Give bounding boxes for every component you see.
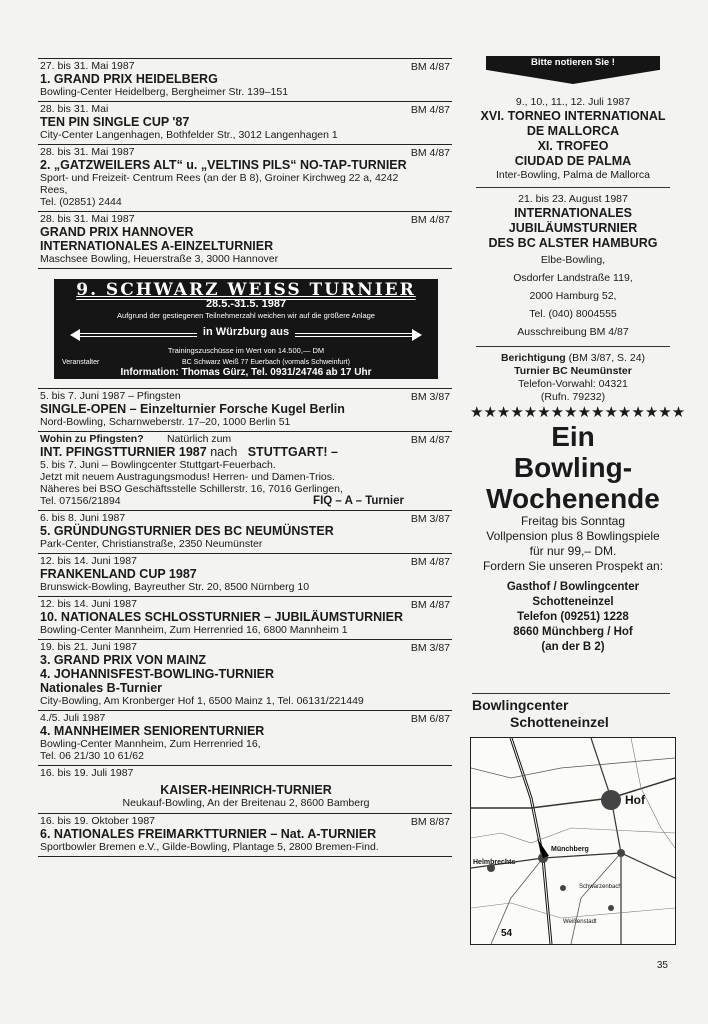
map-label-road-54: 54 bbox=[501, 928, 513, 939]
event-line: Jetzt mit neuem Austragungsmodus! Herren- und Damen-Trios. bbox=[40, 471, 335, 483]
map-label-helmbrechts: Helmbrechts bbox=[473, 859, 516, 866]
mallorca-title: XVI. TORNEO INTERNATIONAL bbox=[480, 109, 666, 123]
ad-line: für nur 99,– DM. bbox=[529, 544, 617, 558]
event-ref: BM 3/87 bbox=[410, 642, 450, 654]
gasthof-phone: Telefon (09251) 1228 bbox=[517, 611, 629, 623]
schwarz-weiss-ad bbox=[54, 279, 438, 379]
ad-subtext: Aufgrund der gestiegenen Teilnehmerzahl weichen wir auf die größere Anlage bbox=[117, 311, 375, 320]
event-title: 3. GRAND PRIX VON MAINZ bbox=[40, 653, 206, 667]
event-date: 28. bis 31. Mai bbox=[40, 103, 109, 115]
mallorca-venue: Inter-Bowling, Palma de Mallorca bbox=[495, 169, 651, 181]
event-entry bbox=[38, 813, 452, 857]
event-title: 4. MANNHEIMER SENIORENTURNIER bbox=[40, 724, 265, 738]
correction-tournament: Turnier BC Neumünster bbox=[514, 365, 632, 377]
event-date: 12. bis 14. Juni 1987 bbox=[40, 555, 137, 567]
ad-line: Fordern Sie unseren Prospekt an: bbox=[482, 559, 664, 573]
ad-line: Freitag bis Sonntag bbox=[520, 514, 626, 528]
event-venue: Brunswick-Bowling, Bayreuther Str. 20, 8500 Nürnberg 10 bbox=[40, 581, 310, 593]
sidebar bbox=[470, 56, 686, 655]
event-subtitle: Nationales B-Turnier bbox=[40, 681, 163, 695]
event-date: 28. bis 31. Mai 1987 bbox=[40, 146, 135, 158]
event-entry bbox=[38, 431, 452, 510]
event-entry bbox=[38, 388, 452, 431]
mallorca-date: 9., 10., 11., 12. Juli 1987 bbox=[515, 96, 631, 108]
event-line: Näheres bei BSO Geschäftsstelle Schillerstr. 16, 7016 Gerlingen, bbox=[40, 483, 343, 495]
event-phone: Tel. 07156/21894 bbox=[40, 495, 121, 507]
ad-subsidy: Trainingszuschüsse im Wert von 14.500,— DM bbox=[167, 346, 325, 355]
hamburg-ref: Ausschreibung BM 4/87 bbox=[517, 326, 629, 338]
map-label-schwarzenbach: Schwarzenbach bbox=[579, 884, 622, 890]
ad-headline-3: Wochenende bbox=[486, 483, 660, 514]
banner-arrow-icon bbox=[487, 70, 659, 84]
page-number: 35 bbox=[656, 960, 668, 971]
event-venue: Bowling-Center Mannheim, Zum Herrenried 16, bbox=[40, 738, 261, 750]
event-venue: City-Bowling, Am Kronberger Hof 1, 6500 Mainz 1, Tel. 06131/221449 bbox=[40, 695, 364, 707]
event-ref: BM 3/87 bbox=[410, 513, 450, 525]
ad-info: Information: Thomas Gürz, Tel. 0931/24746 ab 17 Uhr bbox=[120, 367, 372, 378]
event-date: 27. bis 31. Mai 1987 bbox=[40, 60, 135, 72]
event-ref: BM 6/87 bbox=[410, 713, 450, 725]
event-venue: Sport- und Freizeit- Centrum Rees (an der B 8), Groiner Kirchweg 22 a, 4242 bbox=[40, 172, 399, 184]
event-phone: Tel. 06 21/30 10 61/62 bbox=[40, 750, 144, 762]
event-venue: Neukauf-Bowling, An der Breitenau 2, 8600 Bamberg bbox=[122, 797, 370, 809]
event-ref: BM 3/87 bbox=[410, 391, 450, 403]
event-venue: Park-Center, Christianstraße, 2350 Neumünster bbox=[40, 538, 263, 550]
event-venue-line: Rees, bbox=[40, 184, 68, 196]
event-date: 5. bis 7. Juni 1987 – Pfingsten bbox=[40, 390, 181, 402]
event-title: GRAND PRIX HANNOVER bbox=[40, 225, 194, 239]
ad-headline-2: Bowling- bbox=[513, 452, 633, 483]
hamburg-title-3: DES BC ALSTER HAMBURG bbox=[488, 236, 658, 250]
event-entry bbox=[38, 211, 452, 268]
event-title-join: nach bbox=[210, 445, 238, 459]
event-date: 16. bis 19. Juli 1987 bbox=[40, 767, 134, 779]
event-date: 19. bis 21. Juni 1987 bbox=[40, 641, 137, 653]
event-title: TEN PIN SINGLE CUP '87 bbox=[40, 115, 190, 129]
event-entry bbox=[38, 639, 452, 710]
event-title: KAISER-HEINRICH-TURNIER bbox=[160, 783, 332, 797]
event-title: 5. GRÜNDUNGSTURNIER DES BC NEUMÜNSTER bbox=[40, 524, 334, 538]
event-ref: BM 4/87 bbox=[410, 434, 450, 446]
ad-line: Vollpension plus 8 Bowlingspiele bbox=[486, 529, 660, 543]
event-question: Wohin zu Pfingsten? bbox=[40, 433, 144, 445]
event-entry bbox=[38, 101, 452, 144]
town-hof bbox=[601, 790, 621, 810]
map-title bbox=[472, 697, 609, 731]
event-entry bbox=[38, 510, 452, 553]
event-entry bbox=[38, 144, 452, 211]
event-title: 1. GRAND PRIX HEIDELBERG bbox=[40, 72, 218, 86]
event-ref: BM 4/87 bbox=[410, 599, 450, 611]
hamburg-title-2: JUBILÄUMSTURNIER bbox=[508, 221, 638, 235]
event-date: 6. bis 8. Juni 1987 bbox=[40, 512, 126, 524]
event-line: 5. bis 7. Juni – Bowlingcenter Stuttgart-Feuerbach. bbox=[40, 459, 276, 471]
event-title-city: STUTTGART! – bbox=[247, 445, 338, 459]
ad-organizer-label: Veranstalter bbox=[62, 359, 100, 366]
event-entry bbox=[38, 710, 452, 765]
mallorca-title-4: CIUDAD DE PALMA bbox=[514, 154, 632, 168]
event-ref: BM 4/87 bbox=[410, 147, 450, 159]
event-venue: Sportbowler Bremen e.V., Gilde-Bowling, Plantage 5, 2800 Bremen-Find. bbox=[40, 841, 379, 853]
event-date: 12. bis 14. Juni 1987 bbox=[40, 598, 137, 610]
ad-dates: 28.5.-31.5. 1987 bbox=[205, 298, 287, 310]
hamburg-address: Osdorfer Landstraße 119, bbox=[513, 272, 633, 284]
star-row-icon: ★★★★★★★★★★★★★★★★ bbox=[470, 404, 686, 421]
event-venue: City-Center Langenhagen, Bothfelder Str., 3012 Langenhagen 1 bbox=[40, 129, 338, 141]
event-venue: Bowling-Center Mannheim, Zum Herrenried 16, 6800 Mannheim 1 bbox=[40, 624, 348, 636]
map-title-line-2: Schotteneinzel bbox=[510, 714, 609, 730]
ad-organizer: BC Schwarz Weiß 77 Euerbach (vormals Schweinfurt) bbox=[182, 359, 350, 366]
map-title-line-1: Bowlingcenter bbox=[472, 697, 569, 713]
correction-ref: (BM 3/87, S. 24) bbox=[568, 352, 646, 364]
mallorca-title-3: XI. TROFEO bbox=[537, 139, 609, 153]
event-venue: Bowling-Center Heidelberg, Bergheimer Str. 139–151 bbox=[40, 86, 289, 98]
map-label-hof: Hof bbox=[625, 793, 645, 807]
gasthof-name: Gasthof / Bowlingcenter bbox=[506, 581, 640, 593]
correction-label: Berichtigung bbox=[500, 352, 566, 364]
hamburg-city: 2000 Hamburg 52, bbox=[529, 290, 617, 302]
event-entry bbox=[38, 765, 452, 813]
divider bbox=[472, 693, 670, 694]
mallorca-title-2: DE MALLORCA bbox=[526, 124, 620, 138]
event-venue: Nord-Bowling, Scharnweberstr. 17–20, 1000 Berlin 51 bbox=[40, 416, 291, 428]
correction-areacode: Telefon-Vorwahl: 04321 bbox=[518, 378, 628, 390]
correction-phone: (Rufn. 79232) bbox=[540, 391, 606, 403]
event-title: 2. „GATZWEILERS ALT“ u. „VELTINS PILS“ NO-TAP-TURNIER bbox=[40, 158, 407, 172]
event-question-2: Natürlich zum bbox=[166, 433, 232, 445]
event-ref: BM 8/87 bbox=[410, 816, 450, 828]
event-date: 4./5. Juli 1987 bbox=[40, 712, 106, 724]
event-ref: BM 4/87 bbox=[410, 214, 450, 226]
map-label-weissenstadt: Weißenstadt bbox=[563, 919, 597, 925]
event-date: 16. bis 19. Oktober 1987 bbox=[40, 815, 155, 827]
location-map bbox=[470, 737, 676, 945]
hamburg-date: 21. bis 23. August 1987 bbox=[518, 193, 628, 205]
event-entry bbox=[38, 58, 452, 101]
event-venue: Maschsee Bowling, Heuerstraße 3, 3000 Hannover bbox=[40, 253, 279, 265]
event-title: 10. NATIONALES SCHLOSSTURNIER – JUBILÄUMSTURNIER bbox=[40, 610, 403, 624]
event-tag: FIQ – A – Turnier bbox=[313, 495, 404, 507]
event-subtitle: INTERNATIONALES A-EINZELTURNIER bbox=[40, 239, 274, 253]
ad-arrow-label: in Würzburg aus bbox=[197, 326, 295, 338]
event-entry bbox=[38, 553, 452, 596]
event-title: INT. PFINGSTTURNIER 1987 bbox=[40, 445, 207, 459]
gasthof-road: (an der B 2) bbox=[541, 641, 605, 653]
event-subtitle: 4. JOHANNISFEST-BOWLING-TURNIER bbox=[40, 667, 275, 681]
map-label-munchberg: Münchberg bbox=[551, 846, 589, 853]
ad-heading: 9. SCHWARZ WEISS TURNIER bbox=[76, 280, 416, 300]
event-date: 28. bis 31. Mai 1987 bbox=[40, 213, 135, 225]
event-ref: BM 4/87 bbox=[410, 61, 450, 73]
event-list bbox=[38, 58, 452, 857]
hamburg-title: INTERNATIONALES bbox=[514, 206, 632, 220]
event-entry bbox=[38, 596, 452, 639]
event-title: 6. NATIONALES FREIMARKTTURNIER – Nat. A-TURNIER bbox=[40, 827, 377, 841]
double-arrow-icon bbox=[70, 326, 422, 341]
event-ref: BM 4/87 bbox=[410, 556, 450, 568]
map-graphic bbox=[471, 738, 675, 944]
event-title: FRANKENLAND CUP 1987 bbox=[40, 567, 197, 581]
event-ref: BM 4/87 bbox=[410, 104, 450, 116]
hamburg-venue: Elbe-Bowling, bbox=[540, 254, 606, 266]
gasthof-city: 8660 Münchberg / Hof bbox=[513, 626, 633, 638]
divider bbox=[476, 187, 670, 188]
ad-block bbox=[38, 268, 452, 388]
ad-headline-1: Ein bbox=[551, 421, 595, 452]
gasthof-name-2: Schotteneinzel bbox=[532, 596, 614, 608]
event-phone: Tel. (02851) 2444 bbox=[40, 196, 122, 208]
hamburg-phone: Tel. (040) 8004555 bbox=[529, 308, 617, 320]
divider bbox=[476, 346, 670, 347]
notice-banner: Bitte notieren Sie ! bbox=[486, 56, 660, 70]
event-title: SINGLE-OPEN – Einzelturnier Forsche Kugel Berlin bbox=[40, 402, 345, 416]
